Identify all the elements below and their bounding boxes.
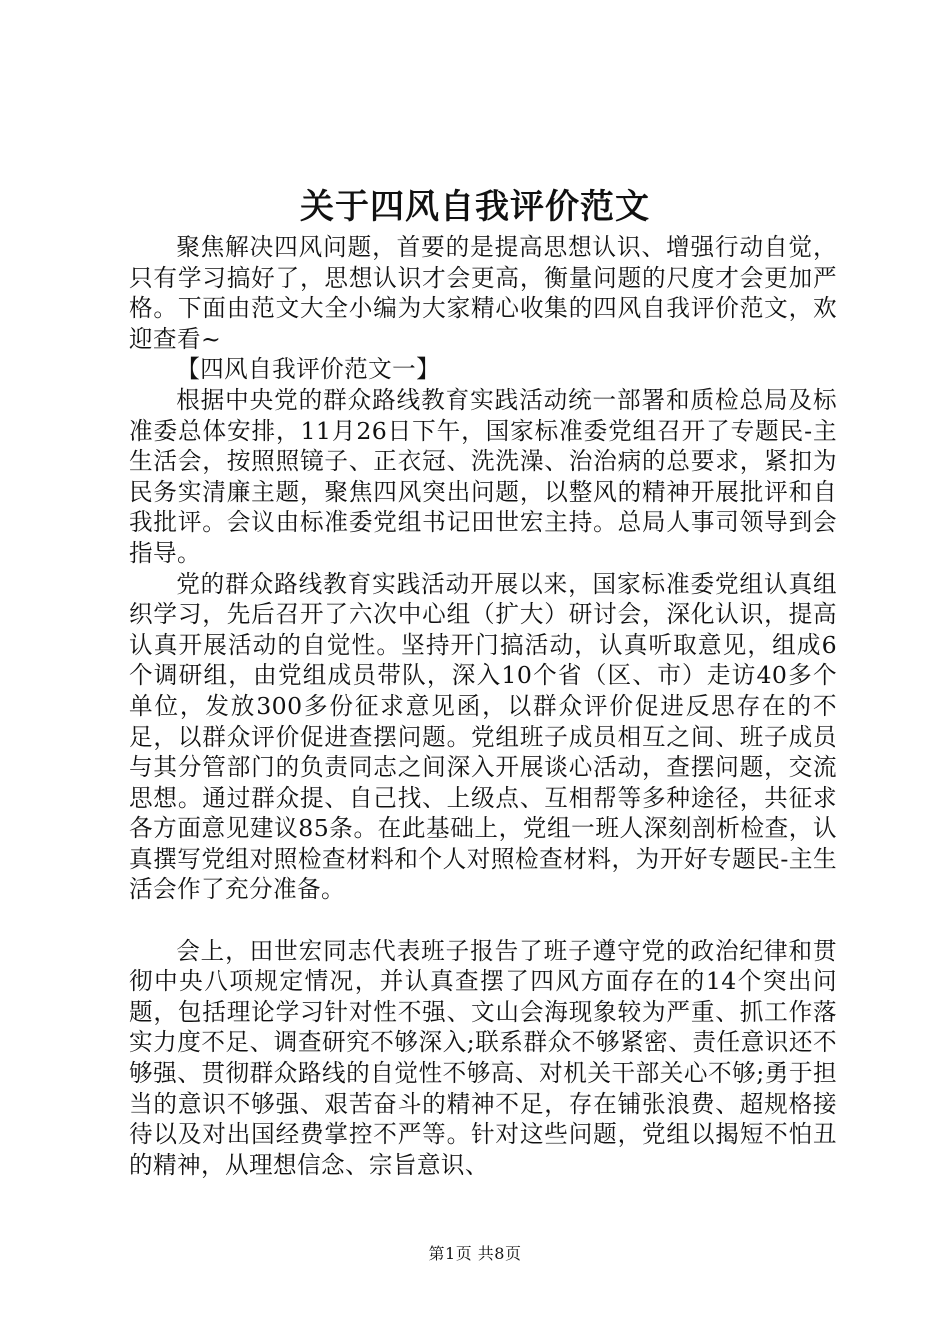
body-paragraph: 会上，田世宏同志代表班子报告了班子遵守党的政治纪律和贯彻中央八项规定情况，并认真查摆了四风方面存在的14个突出问题，包括理论学习针对性不强、文山会海现象较为严重、抓工作落实力度不足、调查研究不够深入;联系群众不够紧密、责任意识还不够强、贯彻群众路线的自觉性不够高、对机关干部关心不够;勇于担当的意识不够强、艰苦奋斗的精神不足，存在铺张浪费、超规格接待以及对出国经费掌控不严等。针对这些问题，党组以揭短不怕丑的精神，从理想信念、宗旨意识、 [129, 936, 837, 1179]
body-paragraph: 党的群众路线教育实践活动开展以来，国家标准委党组认真组织学习，先后召开了六次中心组（扩大）研讨会，深化认识，提高认真开展活动的自觉性。坚持开门搞活动，认真听取意见，组成6个调研组，由党组成员带队，深入10个省（区、市）走访40多个单位，发放300多份征求意见函，以群众评价促进反思存在的不足，以群众评价促进查摆问题。党组班子成员相互之间、班子成员与其分管部门的负责同志之间深入开展谈心活动，查摆问题，交流思想。通过群众提、自己找、上级点、互相帮等多种途径，共征求各方面意见建议85条。在此基础上，党组一班人深刻剖析检查，认真撰写党组对照检查材料和个人对照检查材料，为开好专题民-主生活会作了充分准备。 [129, 569, 837, 904]
document-body [129, 232, 837, 1180]
paragraph-spacer [129, 905, 837, 936]
page-number-footer: 第1页 共8页 [428, 1244, 522, 1263]
body-paragraph: 根据中央党的群众路线教育实践活动统一部署和质检总局及标准委总体安排，11月26日下午，国家标准委党组召开了专题民-主生活会，按照照镜子、正衣冠、洗洗澡、治治病的总要求，紧扣为民务实清廉主题，聚焦四风突出问题，以整风的精神开展批评和自我批评。会议由标准委党组书记田世宏主持。总局人事司领导到会指导。 [129, 385, 837, 567]
document-title: 关于四风自我评价范文 [300, 187, 650, 227]
section-heading: 【四风自我评价范文一】 [176, 355, 441, 384]
intro-paragraph: 聚焦解决四风问题，首要的是提高思想认识、增强行动自觉，只有学习搞好了，思想认识才会更高，衡量问题的尺度才会更加严格。下面由范文大全小编为大家精心收集的四风自我评价范文，欢迎查看~ [129, 233, 837, 353]
